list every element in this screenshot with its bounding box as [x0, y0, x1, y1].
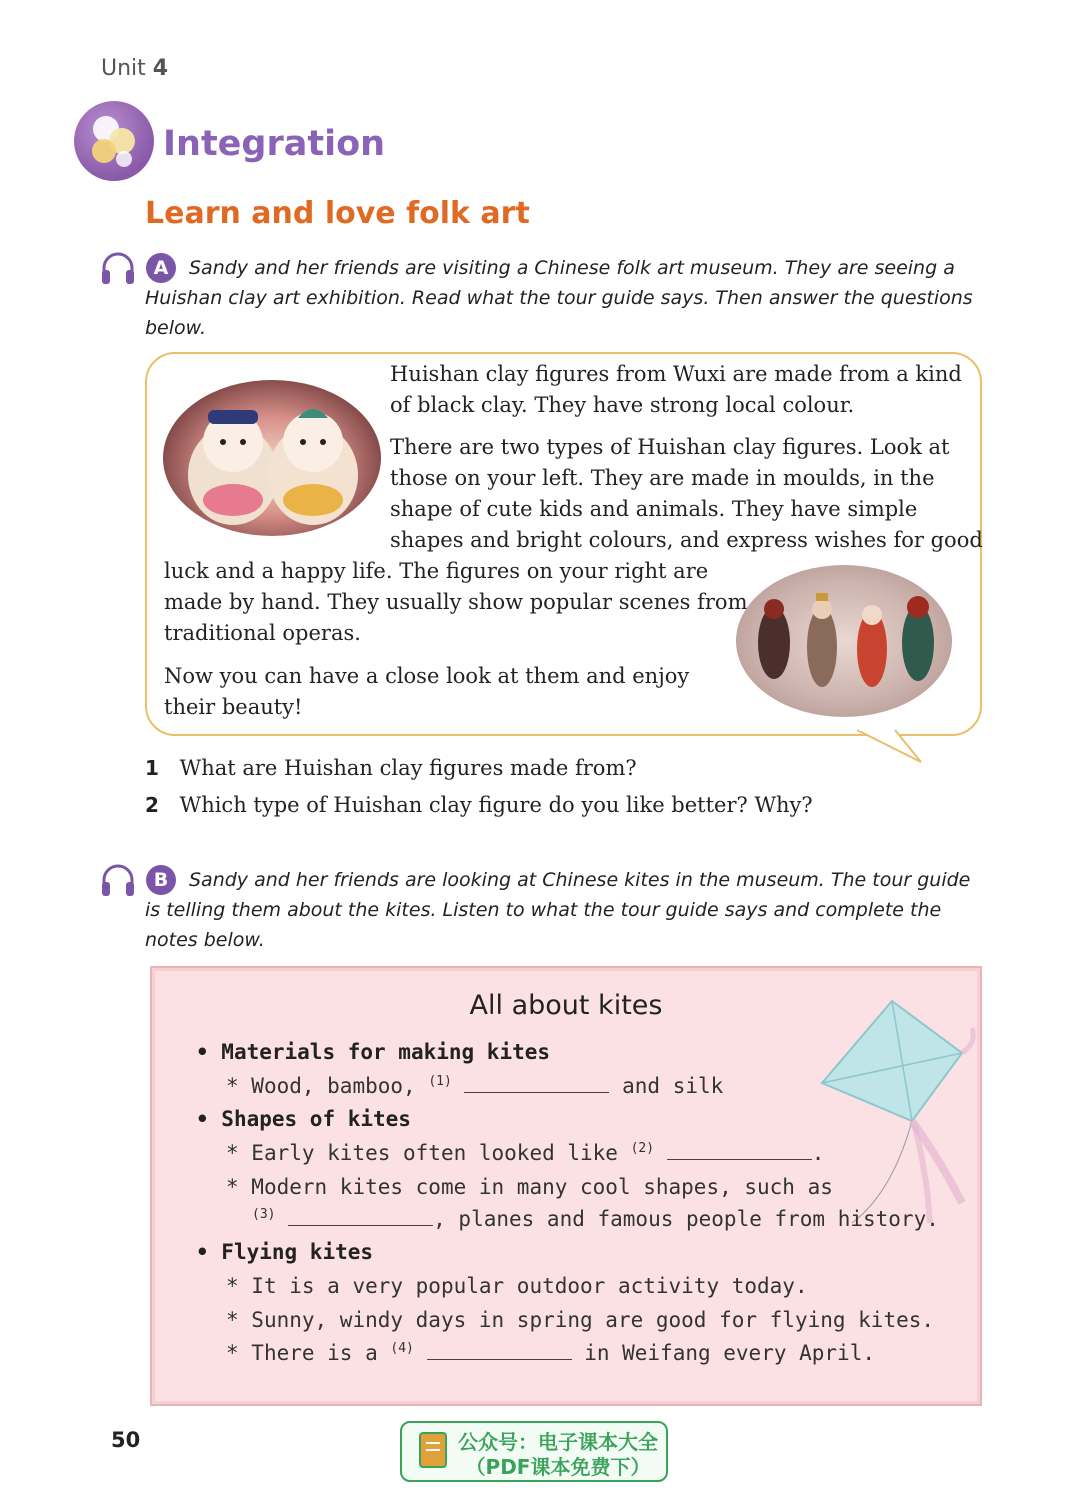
page-number: 50 [111, 1428, 141, 1452]
kite-notes-card [150, 966, 982, 1406]
paragraph-2-line-6: made by hand. They usually show popular scenes from [164, 590, 748, 614]
paragraph-2-line-3: shape of cute kids and animals. They have simple [390, 497, 918, 521]
part-b-badge: B [146, 865, 176, 895]
headphones-icon[interactable] [100, 864, 136, 896]
question-2: 2 Which type of Huishan clay figure do you like better? Why? [145, 793, 813, 817]
part-a-instruction-line-1: Sandy and her friends are visiting a Chinese folk art museum. They are seeing a [189, 257, 955, 279]
notes-heading-shapes: • Shapes of kites [196, 1107, 411, 1131]
section-title: Integration [163, 124, 386, 164]
paragraph-1-line-1: Huishan clay figures from Wuxi are made from a kind [390, 362, 962, 386]
notes-line-materials: * Wood, bamboo, $^{(1)}$ and silk [226, 1074, 724, 1098]
notes-line-popular: * It is a very popular outdoor activity today. [226, 1274, 808, 1298]
paragraph-2-line-7: traditional operas. [164, 621, 361, 645]
notes-line-early-kites: * Early kites often looked like $^{(2)}$ . [226, 1141, 825, 1165]
part-a-instruction-line-2: Huishan clay art exhibition. Read what the tour guide says. Then answer the questions [145, 287, 973, 309]
opera-figures-photo [736, 565, 952, 717]
part-b-instruction-line-2: is telling them about the kites. Listen to what the tour guide says and complete the [145, 899, 942, 921]
notes-title: All about kites [469, 990, 663, 1021]
paragraph-2-line-1: There are two types of Huishan clay figures. Look at [390, 435, 950, 459]
paragraph-2-line-5: luck and a happy life. The figures on your right are [164, 559, 709, 583]
headphones-icon[interactable] [100, 252, 136, 284]
part-a-badge: A [146, 253, 176, 283]
part-b-instruction-line-3: notes below. [145, 929, 265, 951]
part-a-instruction-line-3: below. [145, 317, 207, 339]
blank-2-input[interactable] [667, 1158, 812, 1160]
notes-heading-materials: • Materials for making kites [196, 1040, 551, 1064]
unit-label: Unit 4 [101, 56, 169, 81]
paragraph-2-line-4: shapes and bright colours, and express wishes for good [390, 528, 983, 552]
paragraph-2-line-2: those on your left. They are made in moulds, in the [390, 466, 935, 490]
integration-logo-icon [74, 101, 154, 181]
question-1: 1 What are Huishan clay figures made from? [145, 756, 637, 780]
book-icon [416, 1429, 452, 1473]
watermark-line-2: （PDF课本免费下） [465, 1455, 651, 1479]
blank-1-input[interactable] [464, 1091, 609, 1093]
notes-line-modern-kites: * Modern kites come in many cool shapes, such as [226, 1175, 833, 1199]
notes-line-weifang: * There is a $^{(4)}$ in Weifang every April. [226, 1341, 875, 1365]
part-b-instruction-line-1: Sandy and her friends are looking at Chinese kites in the museum. The tour guide [189, 869, 971, 891]
notes-line-modern-kites-cont: $^{(3)}$ , planes and famous people from history. [252, 1207, 939, 1231]
watermark-badge [400, 1421, 668, 1482]
section-subtitle: Learn and love folk art [145, 196, 530, 231]
paragraph-1-line-2: of black clay. They have strong local colour. [390, 393, 855, 417]
paragraph-3-line-2: their beauty! [164, 695, 303, 719]
clay-kids-photo [163, 380, 381, 536]
blank-4-input[interactable] [427, 1358, 572, 1360]
blank-3-input[interactable] [288, 1224, 433, 1226]
paragraph-3-line-1: Now you can have a close look at them and enjoy [164, 664, 690, 688]
notes-heading-flying: • Flying kites [196, 1240, 374, 1264]
unit-number: 4 [152, 56, 169, 81]
speech-bubble-tail [855, 728, 925, 768]
notes-line-sunny-days: * Sunny, windy days in spring are good for flying kites. [226, 1308, 935, 1332]
watermark-line-1: 公众号：电子课本大全 [458, 1430, 658, 1454]
